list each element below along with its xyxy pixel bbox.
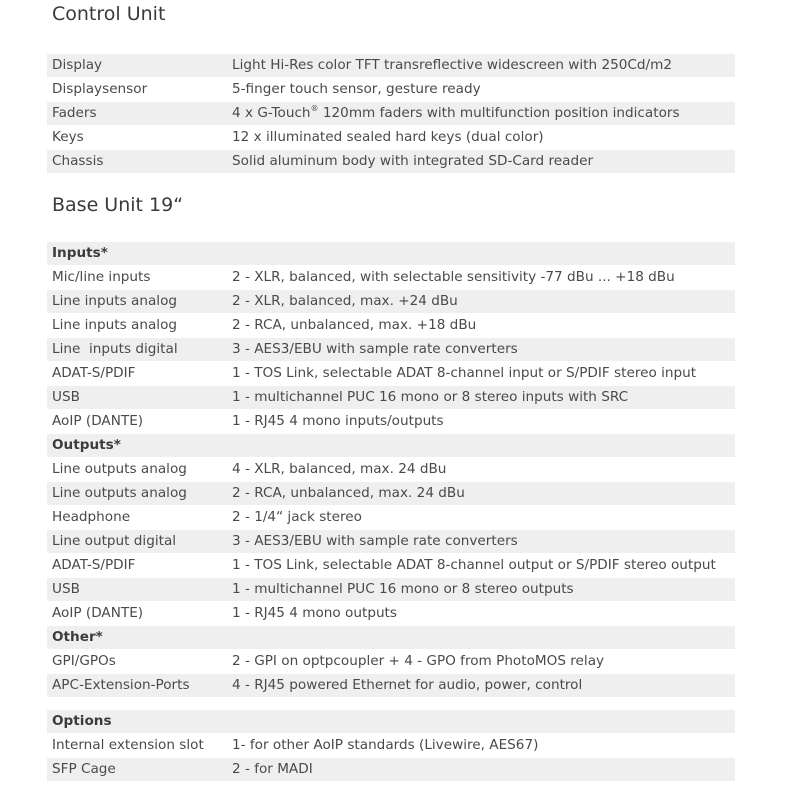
spec-label: Displaysensor: [47, 78, 227, 102]
section-header-row: [47, 434, 735, 458]
spec-label: Line outputs analog: [47, 458, 227, 482]
table-row: [47, 554, 735, 578]
spec-label: Line output digital: [47, 530, 227, 554]
table-row: [47, 290, 735, 314]
spec-label: Headphone: [47, 506, 227, 530]
spec-value: 2 - XLR, balanced, max. +24 dBu: [227, 290, 735, 314]
spec-label: Faders: [47, 102, 227, 126]
table-row: [47, 410, 735, 434]
table-row: [47, 314, 735, 338]
registered-mark: ®: [310, 104, 319, 113]
spec-value: 3 - AES3/EBU with sample rate converters: [227, 530, 735, 554]
base-unit-heading: Base Unit 19“: [52, 194, 184, 216]
spec-value: [227, 102, 735, 126]
options-table: [47, 709, 735, 781]
spec-label: GPI/GPOs: [47, 650, 227, 674]
spec-value: 2 - 1/4“ jack stereo: [227, 506, 735, 530]
table-row: [47, 578, 735, 602]
spec-label: ADAT-S/PDIF: [47, 362, 227, 386]
spec-label: Line inputs analog: [47, 290, 227, 314]
spec-value: 2 - RCA, unbalanced, max. 24 dBu: [227, 482, 735, 506]
spec-value: 1 - RJ45 4 mono inputs/outputs: [227, 410, 735, 434]
table-row: [47, 54, 735, 78]
spec-value: 1 - RJ45 4 mono outputs: [227, 602, 735, 626]
spec-value: 2 - for MADI: [227, 758, 735, 782]
spec-value: Solid aluminum body with integrated SD-Card reader: [227, 150, 735, 174]
spec-label: Line inputs analog: [47, 314, 227, 338]
spec-value-text: 4 x G-Touch: [232, 105, 311, 121]
spec-label: ADAT-S/PDIF: [47, 554, 227, 578]
spec-value: 4 - XLR, balanced, max. 24 dBu: [227, 458, 735, 482]
spec-label: Display: [47, 54, 227, 78]
control-unit-heading: Control Unit: [52, 3, 166, 25]
spec-value: 1- for other AoIP standards (Livewire, AES67): [227, 734, 735, 758]
spec-label: USB: [47, 578, 227, 602]
section-header-row: [47, 242, 735, 266]
table-row: [47, 266, 735, 290]
spec-label: USB: [47, 386, 227, 410]
section-header: Other*: [47, 626, 227, 650]
spec-label: Internal extension slot: [47, 734, 227, 758]
table-row: [47, 386, 735, 410]
spec-value: 2 - RCA, unbalanced, max. +18 dBu: [227, 314, 735, 338]
base-unit-table: [47, 241, 735, 697]
spec-value: 1 - multichannel PUC 16 mono or 8 stereo outputs: [227, 578, 735, 602]
spec-value: 2 - XLR, balanced, with selectable sensitivity -77 dBu ... +18 dBu: [227, 266, 735, 290]
table-row: [47, 150, 735, 174]
table-row: [47, 734, 735, 758]
spec-label: Chassis: [47, 150, 227, 174]
spec-value-text: 120mm faders with multifunction position indicators: [318, 105, 680, 121]
spec-value: 1 - TOS Link, selectable ADAT 8-channel input or S/PDIF stereo input: [227, 362, 735, 386]
table-row: [47, 674, 735, 698]
table-row: [47, 650, 735, 674]
control-unit-table: [47, 53, 735, 173]
table-row: [47, 602, 735, 626]
spec-value: 3 - AES3/EBU with sample rate converters: [227, 338, 735, 362]
section-header-row: [47, 710, 735, 734]
spec-value: 4 - RJ45 powered Ethernet for audio, power, control: [227, 674, 735, 698]
spec-label: AoIP (DANTE): [47, 602, 227, 626]
table-row: [47, 506, 735, 530]
spec-label: SFP Cage: [47, 758, 227, 782]
spec-value: 12 x illuminated sealed hard keys (dual color): [227, 126, 735, 150]
spec-value: Light Hi-Res color TFT transreflective widescreen with 250Cd/m2: [227, 54, 735, 78]
table-row: [47, 530, 735, 554]
section-header: Inputs*: [47, 242, 227, 266]
table-row: [47, 758, 735, 782]
spec-value: 5-finger touch sensor, gesture ready: [227, 78, 735, 102]
spec-label: Mic/line inputs: [47, 266, 227, 290]
spec-label: Line inputs digital: [47, 338, 227, 362]
table-row: [47, 338, 735, 362]
section-header-row: [47, 626, 735, 650]
table-row: [47, 458, 735, 482]
spec-value: 2 - GPI on optpcoupler + 4 - GPO from PhotoMOS relay: [227, 650, 735, 674]
section-header: Outputs*: [47, 434, 227, 458]
table-row: [47, 482, 735, 506]
spec-label: APC-Extension-Ports: [47, 674, 227, 698]
spec-value: 1 - multichannel PUC 16 mono or 8 stereo inputs with SRC: [227, 386, 735, 410]
spec-label: AoIP (DANTE): [47, 410, 227, 434]
section-header: Options: [47, 710, 227, 734]
table-row: [47, 362, 735, 386]
table-row: [47, 78, 735, 102]
table-row: [47, 102, 735, 126]
spec-label: Line outputs analog: [47, 482, 227, 506]
spec-value: 1 - TOS Link, selectable ADAT 8-channel output or S/PDIF stereo output: [227, 554, 735, 578]
table-row: [47, 126, 735, 150]
spec-label: Keys: [47, 126, 227, 150]
